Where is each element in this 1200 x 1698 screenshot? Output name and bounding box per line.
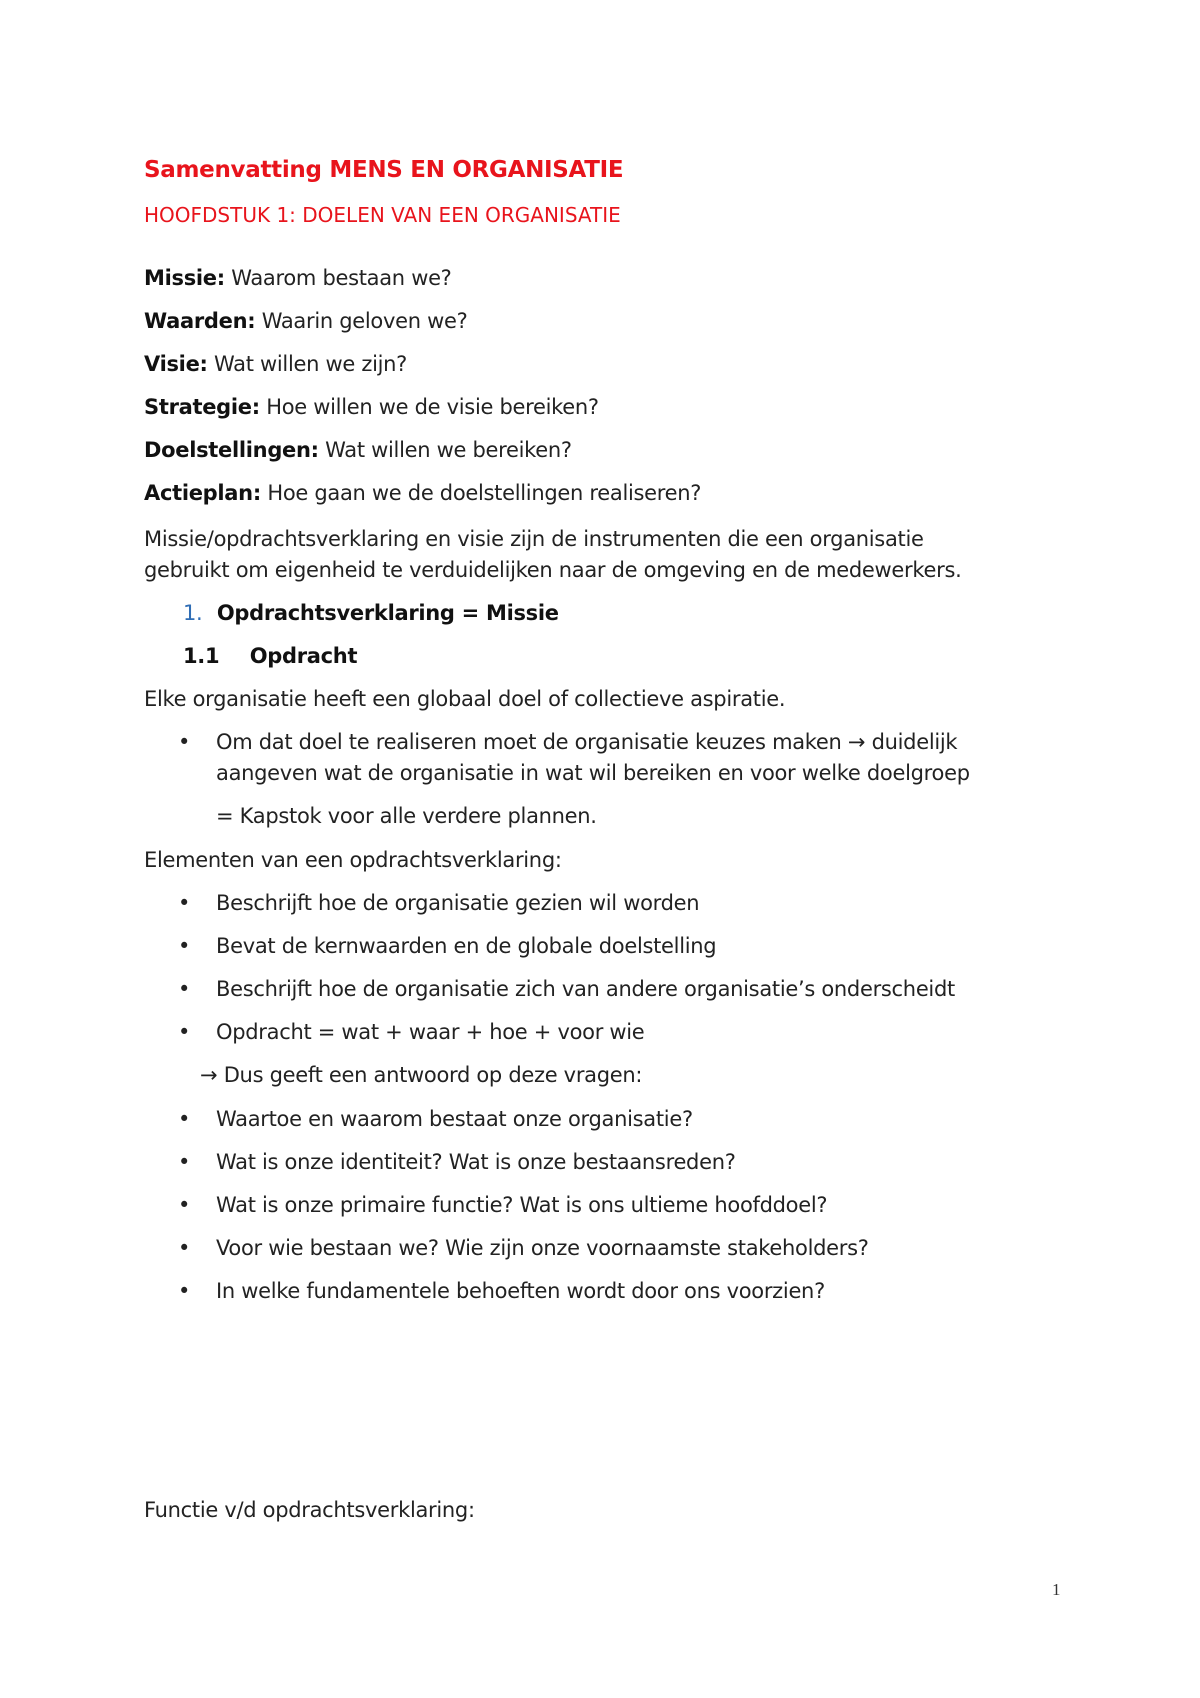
opdracht-bullet-line-1 (216, 727, 957, 757)
list-item: Voor wie bestaan we? Wie zijn onze voornaamste stakeholders? (216, 1236, 869, 1260)
arrow-right-icon: → (200, 1063, 218, 1087)
definition-term: Doelstellingen: (144, 438, 319, 462)
list-item: Opdracht = wat + waar + hoe + voor wie (216, 1020, 645, 1044)
list-item: Waartoe en waarom bestaat onze organisatie? (216, 1107, 693, 1131)
definition-text: Wat willen we zijn? (214, 352, 408, 376)
chapter-heading: HOOFDSTUK 1: DOELEN VAN EEN ORGANISATIE (144, 203, 621, 227)
opdracht-bullet-line-2: aangeven wat de organisatie in wat wil bereiken en voor welke doelgroep (216, 761, 970, 785)
intro-paragraph-line-1: Missie/opdrachtsverklaring en visie zijn de instrumenten die een organisatie (144, 527, 924, 551)
opdracht-paragraph: Elke organisatie heeft een globaal doel of collectieve aspiratie. (144, 687, 786, 711)
bullet-marker: • (178, 1150, 191, 1174)
list-item: In welke fundamentele behoeften wordt door ons voorzien? (216, 1279, 825, 1303)
bullet-marker: • (178, 730, 191, 754)
definition-doelstellingen (144, 435, 572, 465)
definition-visie (144, 349, 407, 379)
bullet-marker: • (178, 891, 191, 915)
arrow-right-icon: → (847, 730, 866, 754)
bullet-text: duidelijk (871, 730, 958, 754)
list-item: Beschrijft hoe de organisatie gezien wil worden (216, 891, 700, 915)
definition-text: Waarin geloven we? (261, 309, 468, 333)
page-number: 1 (1052, 1580, 1061, 1599)
definition-strategie (144, 392, 599, 422)
definition-text: Wat willen we bereiken? (325, 438, 572, 462)
list-item: Beschrijft hoe de organisatie zich van andere organisatie’s onderscheidt (216, 977, 955, 1001)
arrow-line (200, 1060, 642, 1090)
section-heading-1 (183, 598, 559, 628)
section-heading-1-1 (183, 641, 357, 671)
section-title: Opdrachtsverklaring = Missie (216, 601, 559, 625)
bullet-marker: • (178, 1193, 191, 1217)
bullet-marker: • (178, 977, 191, 1001)
definition-term: Visie: (144, 352, 208, 376)
definition-missie (144, 263, 452, 293)
bullet-marker: • (178, 1236, 191, 1260)
function-heading: Functie v/d opdrachtsverklaring: (144, 1498, 475, 1522)
list-item: Wat is onze identiteit? Wat is onze bestaansreden? (216, 1150, 736, 1174)
definition-actieplan (144, 478, 701, 508)
section-number: 1.1 (183, 644, 220, 668)
definition-term: Waarden: (144, 309, 256, 333)
section-number: 1. (183, 601, 203, 625)
definition-text: Waarom bestaan we? (231, 266, 452, 290)
list-item: Bevat de kernwaarden en de globale doelstelling (216, 934, 717, 958)
definition-term: Strategie: (144, 395, 260, 419)
intro-paragraph-line-2: gebruikt om eigenheid te verduidelijken naar de omgeving en de medewerkers. (144, 558, 962, 582)
bullet-marker: • (178, 934, 191, 958)
document-title: Samenvatting MENS EN ORGANISATIE (144, 157, 624, 183)
definition-text: Hoe willen we de visie bereiken? (266, 395, 599, 419)
definition-waarden (144, 306, 467, 336)
section-title: Opdracht (249, 644, 358, 668)
definition-term: Missie: (144, 266, 225, 290)
bullet-marker: • (178, 1279, 191, 1303)
bullet-marker: • (178, 1020, 191, 1044)
definition-term: Actieplan: (144, 481, 261, 505)
arrow-line-text: Dus geeft een antwoord op deze vragen: (223, 1063, 643, 1087)
bullet-text: Om dat doel te realiseren moet de organisatie keuzes maken (216, 730, 842, 754)
elements-heading: Elementen van een opdrachtsverklaring: (144, 848, 562, 872)
definition-text: Hoe gaan we de doelstellingen realiseren? (267, 481, 702, 505)
bullet-marker: • (178, 1107, 191, 1131)
opdracht-bullet-line-3: = Kapstok voor alle verdere plannen. (216, 804, 597, 828)
list-item: Wat is onze primaire functie? Wat is ons ultieme hoofddoel? (216, 1193, 828, 1217)
